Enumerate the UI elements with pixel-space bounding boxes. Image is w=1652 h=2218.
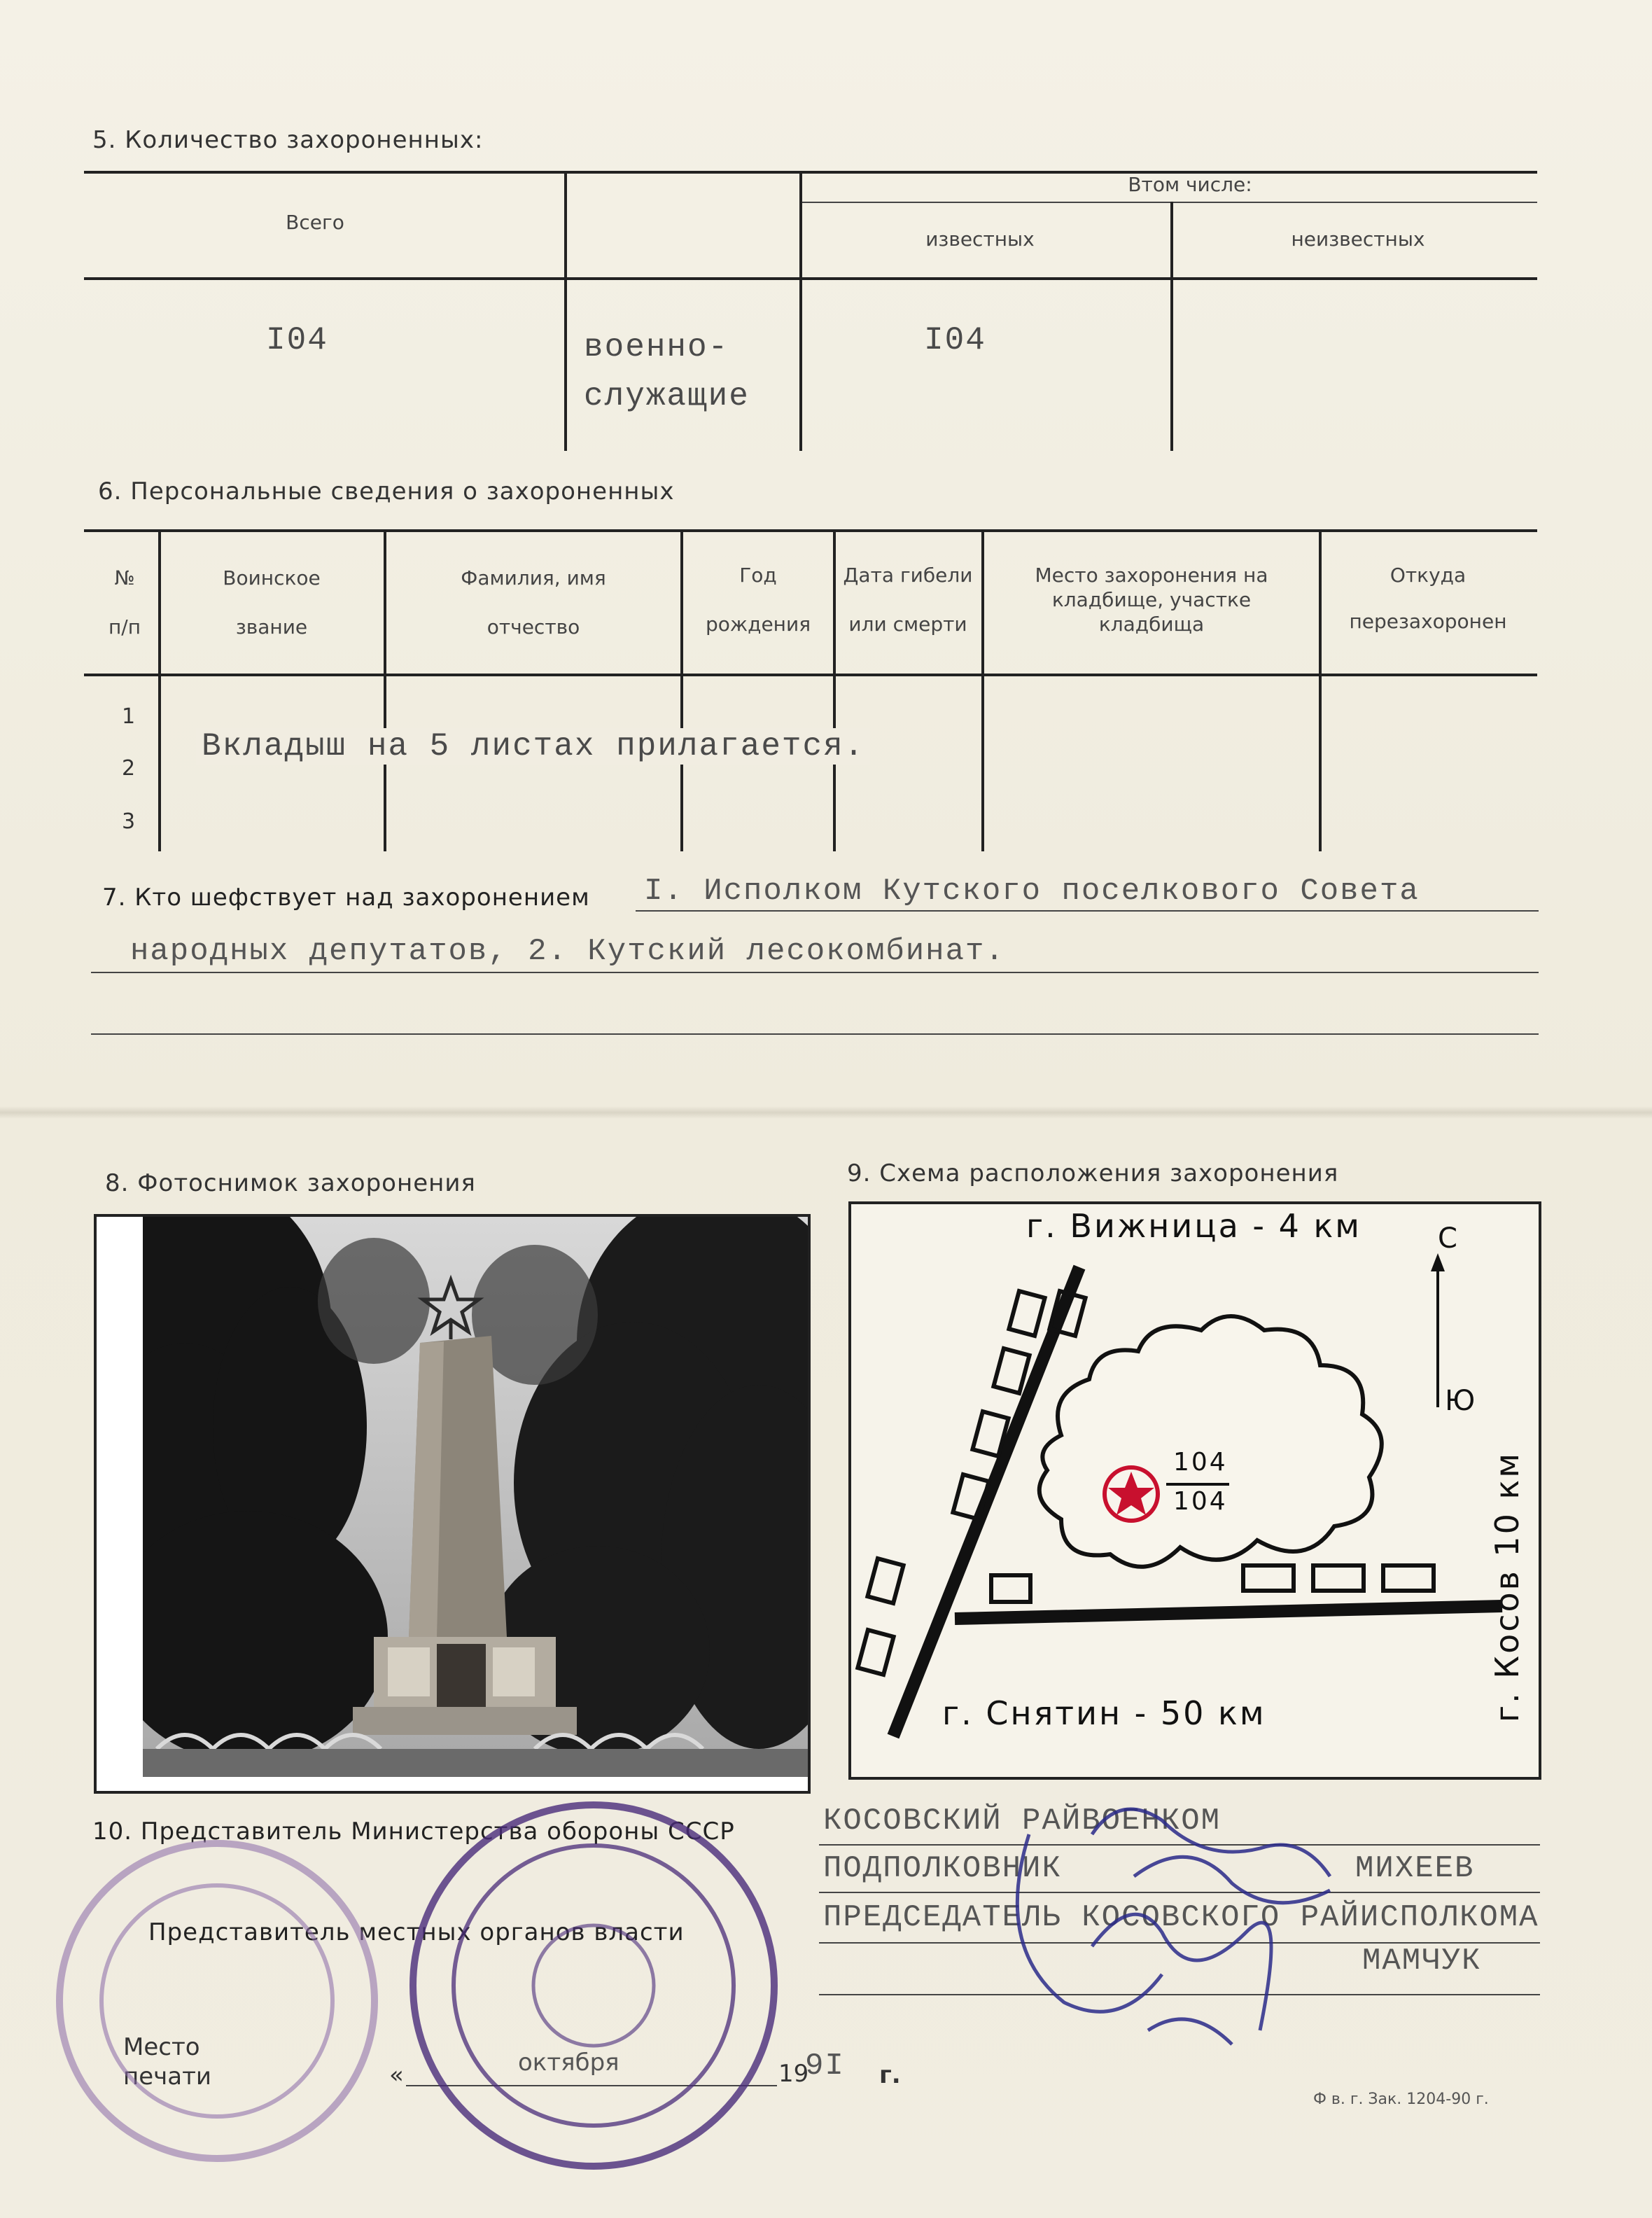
road-kosov [955,1606,1502,1619]
local-line-1: ПРЕДСЕДАТЕЛЬ КОСОВСКОГО РАЙИСПОЛКОМА [823,1900,1539,1935]
house-6 [867,1558,903,1603]
table5-col-line-2 [799,171,802,451]
house-3 [993,1348,1029,1393]
section-10-ministry-label: 10. Представитель Министерства обороны СССР [92,1818,735,1846]
category-line-1: военно- [584,329,729,365]
table6-col-1 [158,529,161,851]
patron-line-2: народных депутатов, 2. Кутский лесокомбинат. [130,934,1005,969]
col-num-1: № [114,566,135,590]
col-name-2: отчество [486,615,580,639]
seal-place-1: Место [123,2033,200,2061]
paper-fold [0,1106,1652,1119]
table6-col-3 [680,529,683,851]
local-underline-2 [819,1994,1540,1995]
col-name-1: Фамилия, имя [461,566,606,590]
col-num-2: п/п [108,615,141,639]
col-place: Место захоронения на кладбище, участке кладбища [1035,564,1268,636]
col-death-2: или смерти [848,613,967,636]
compass-north: С [1438,1222,1460,1255]
patron-underline-1 [636,910,1539,912]
house-11 [1383,1565,1434,1591]
ministry-line-1: КОСОВСКИЙ РАЙВОЕНКОМ [823,1804,1222,1839]
ministry-rank: ПОДПОЛКОВНИК [823,1851,1062,1886]
col-death-1: Дата гибели [843,564,973,587]
header-unknown: неизвестных [1291,228,1425,251]
ministry-underline-2 [819,1892,1540,1893]
local-name: МАМЧУК [1362,1944,1482,1979]
known-buried-value: I04 [924,322,986,358]
section-8-title: 8. Фотоснимок захоронения [105,1169,476,1197]
seal-place-2: печати [123,2063,211,2091]
house-1 [1009,1291,1044,1336]
table5-col-line-1 [564,171,567,451]
table5-header-line [84,277,1537,280]
date-open-quote: « [389,2061,404,2089]
col-birth-2: рождения [705,613,811,636]
header-including: Втом числе: [1128,173,1252,196]
col-rank-1: Воинское [223,566,321,590]
date-year-typed: 9I [805,2049,845,2084]
table5-including-line [799,202,1537,203]
col-birth-1: Год [739,564,777,587]
road-label-kosov: г. Косов 10 км [1488,1451,1526,1722]
row-number-1: 1 [122,704,136,729]
row-number-2: 2 [122,756,136,781]
count-known: 104 [1173,1448,1228,1477]
house-7 [991,1575,1030,1602]
row-number-3: 3 [122,809,136,834]
memorial-photo [143,1217,808,1777]
date-month: октября [518,2049,620,2077]
section-5-title: 5. Количество захороненных: [92,126,484,154]
north-arrow-icon [1431,1253,1445,1271]
header-known: известных [925,228,1035,251]
col-rank-2: звание [235,615,308,639]
date-year-prefix: 19 [778,2060,809,2088]
date-underline [406,2085,777,2086]
total-buried-value: I04 [266,322,328,358]
insert-note: Вкладыш на 5 листах прилагается. [196,728,870,765]
patron-line-1: I. Исполком Кутского поселкового Совета [644,874,1420,909]
table6-col-5 [981,529,984,851]
location-scheme [848,1201,1541,1780]
count-total: 104 [1173,1487,1228,1516]
section-9-title: 9. Схема расположения захоронения [847,1159,1339,1187]
print-footer: Ф в. г. Зак. 1204-90 г. [1313,2091,1489,2108]
section-6-title: 6. Персональные сведения о захороненных [98,477,675,505]
house-8 [858,1630,893,1675]
category-line-2: служащие [584,378,750,414]
date-suffix: г. [879,2061,901,2089]
house-10 [1313,1565,1364,1591]
compass-south: Ю [1445,1385,1478,1417]
table6-col-6 [1319,529,1322,851]
section-7-label: 7. Кто шефствует над захоронением [102,884,590,912]
table6-col-2 [384,529,386,851]
house-9 [1243,1565,1294,1591]
photo-frame [94,1214,811,1794]
cemetery-outline [1040,1316,1382,1567]
col-from-2: перезахоронен [1349,610,1507,633]
patron-underline-2 [91,972,1539,973]
table5-col-line-3 [1170,202,1173,451]
header-total: Всего [286,211,344,234]
ministry-underline-1 [819,1844,1540,1846]
road-label-snyatin: г. Снятин - 50 км [942,1694,1266,1732]
road-label-vizhnitsa: г. Вижница - 4 км [1026,1207,1362,1245]
col-from-1: Откуда [1390,564,1466,587]
section-10-local-label: Представитель местных органов власти [148,1918,685,1946]
ministry-name: МИХЕЕВ [1355,1851,1475,1886]
patron-underline-3 [91,1033,1539,1035]
